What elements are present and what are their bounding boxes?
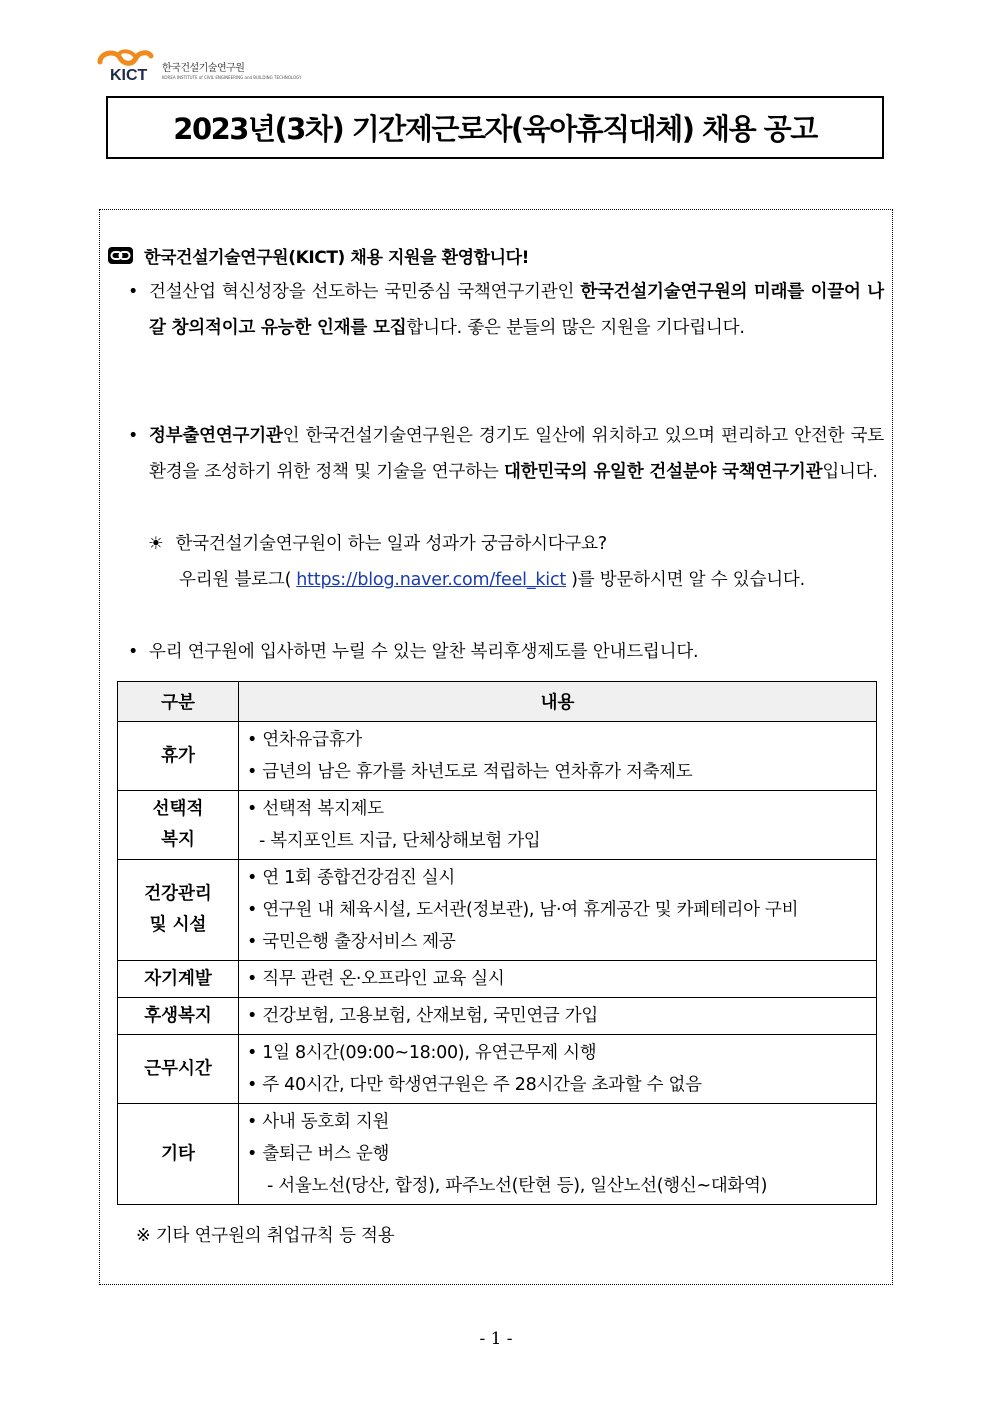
table-row (118, 961, 877, 998)
table-row (118, 1104, 877, 1205)
benefit-description (239, 961, 877, 998)
benefit-item: • 사내 동호회 지원 (247, 1112, 390, 1132)
info-text-2-pre: 우리원 블로그( (179, 570, 292, 590)
welcome-text: 한국건설기술연구원(KICT) 채용 지원을 환영합니다! (144, 248, 530, 268)
benefit-item: • 연구원 내 체육시설, 도서관(정보관), 남·여 휴게공간 및 카페테리아 구비 (247, 900, 799, 920)
benefit-item: • 국민은행 출장서비스 제공 (247, 932, 456, 952)
benefit-category-line: 선택적 (152, 799, 204, 819)
benefit-category-line: 복지 (161, 830, 195, 850)
info-text-2-post: )를 방문하시면 알 수 있습니다. (571, 570, 805, 590)
benefits-table (117, 681, 877, 1205)
blog-link[interactable]: https://blog.naver.com/feel_kict (296, 570, 567, 590)
benefit-category-line: 후생복지 (144, 1005, 212, 1026)
benefit-description (239, 860, 877, 961)
table-row (118, 1035, 877, 1104)
benefit-description (239, 998, 877, 1035)
benefit-category (118, 1104, 239, 1205)
table-row (118, 860, 877, 961)
table-row (118, 998, 877, 1035)
benefit-description (239, 1104, 877, 1205)
benefit-category (118, 1035, 239, 1104)
benefit-item: • 출퇴근 버스 운행 (247, 1144, 390, 1164)
benefit-item: • 1일 8시간(09:00~18:00), 유연근무제 시행 (247, 1043, 597, 1063)
benefit-item: • 연 1회 종합건강검진 실시 (247, 868, 455, 888)
benefit-item: • 연차유급휴가 (247, 730, 362, 750)
benefit-category (118, 961, 239, 998)
welcome-heading (108, 243, 529, 268)
title-box (106, 96, 884, 159)
institute-bold-2: 대한민국의 유일한 건설분야 국책연구기관 (503, 462, 823, 482)
intro-bold: 한국건설기술연구원의 미래를 이끌어 나갈 창의적이고 유능한 인재를 모집 (149, 282, 884, 338)
benefit-category (118, 998, 239, 1035)
kict-logo-mark-icon (96, 46, 158, 82)
bullet: • (128, 282, 139, 302)
benefit-category-line: 휴가 (161, 745, 195, 766)
benefit-item: • 선택적 복지제도 (247, 799, 384, 819)
intro-paragraph (128, 274, 884, 346)
table-header-row (118, 682, 877, 722)
benefit-category (118, 722, 239, 791)
content-box (99, 209, 893, 1285)
benefit-description (239, 791, 877, 860)
institute-paragraph (128, 418, 884, 490)
institute-text-2: 입니다. (822, 462, 878, 482)
header-content: 내용 (239, 682, 877, 722)
benefit-item: • 주 40시간, 다만 학생연구원은 주 28시간을 초과할 수 없음 (247, 1075, 702, 1095)
info-text-1: 한국건설기술연구원이 하는 일과 성과가 궁금하시다구요? (175, 534, 607, 554)
header-category: 구분 (118, 682, 239, 722)
benefit-category (118, 791, 239, 860)
intro-text-1: 건설산업 혁신성장을 선도하는 국민중심 국책연구기관인 (149, 282, 581, 302)
benefit-description (239, 1035, 877, 1104)
info-line-2 (179, 566, 805, 591)
footnote: ※ 기타 연구원의 취업규칙 등 적용 (136, 1226, 395, 1246)
table-row (118, 722, 877, 791)
benefits-intro-text: 우리 연구원에 입사하면 누릴 수 있는 알찬 복리후생제도를 안내드립니다. (149, 642, 699, 662)
benefit-item: • 건강보험, 고용보험, 산재보험, 국민연금 가입 (247, 1006, 599, 1026)
benefit-category-line: 기타 (161, 1143, 195, 1164)
link-chain-icon (108, 247, 133, 264)
benefit-item: - 서울노선(당산, 합정), 파주노선(탄현 등), 일산노선(행신~대화역) (267, 1176, 768, 1196)
bullet: • (128, 642, 139, 662)
info-line-1 (148, 530, 607, 555)
institute-text-1: 인 한국건설기술연구원은 경기도 일산에 위치하고 있으며 편리하고 안전한 국토환경을 조성하기 위한 정책 및 기술을 연구하는 (149, 426, 884, 482)
benefit-category-line: 및 시설 (149, 915, 207, 935)
benefit-item: - 복지포인트 지급, 단체상해보험 가입 (259, 831, 541, 851)
kict-logo (96, 46, 302, 82)
org-name-ko: 한국건설기술연구원 (162, 62, 245, 74)
sun-icon: ☀ (148, 534, 164, 554)
table-row (118, 791, 877, 860)
benefit-item: • 직무 관련 온·오프라인 교육 실시 (247, 969, 505, 989)
benefit-category-line: 근무시간 (144, 1058, 212, 1079)
institute-bold-1: 정부출연연구기관 (149, 426, 283, 446)
benefit-category-line: 건강관리 (144, 884, 212, 904)
bullet: • (128, 426, 139, 446)
benefit-category-line: 자기계발 (144, 968, 212, 989)
intro-text-2: 합니다. 좋은 분들의 많은 지원을 기다립니다. (406, 318, 745, 338)
kict-wordmark: KICT (110, 67, 148, 82)
benefit-category (118, 860, 239, 961)
benefits-intro (128, 634, 884, 670)
page-title: 2023년(3차) 기간제근로자(육아휴직대체) 채용 공고 (173, 112, 817, 146)
benefit-description (239, 722, 877, 791)
org-name-en: KOREA INSTITUTE of CIVIL ENGINEERING and BUILDING TECHNOLOGY (162, 74, 302, 80)
benefit-item: • 금년의 남은 휴가를 차년도로 적립하는 연차휴가 저축제도 (247, 762, 693, 782)
page-number: - 1 - (479, 1329, 513, 1349)
